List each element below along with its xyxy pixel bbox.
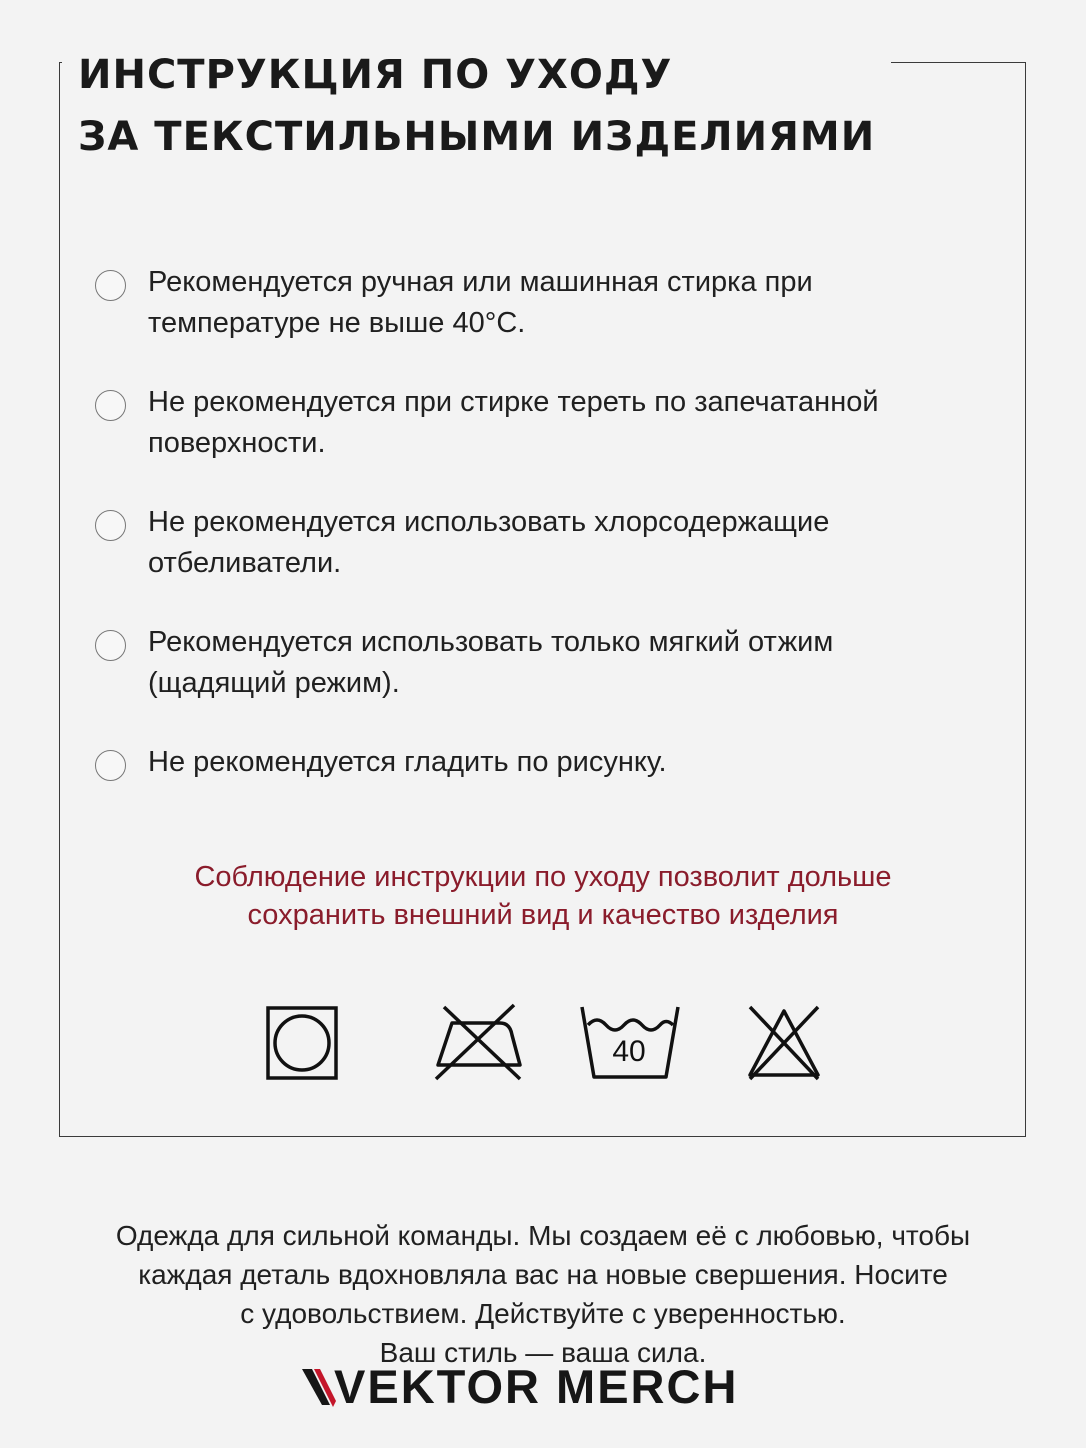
note-line-1: Соблюдение инструкции по уходу позволит дольше: [194, 861, 892, 893]
circle-bullet-icon: [95, 270, 126, 301]
instruction-line: Не рекомендуется гладить по рисунку.: [148, 746, 667, 778]
tagline-line: с удовольствием. Действуйте с уверенностью.: [240, 1298, 846, 1329]
instruction-line: поверхности.: [148, 427, 326, 459]
note-line-2: сохранить внешний вид и качество изделия: [247, 899, 839, 931]
instruction-text: [148, 262, 975, 344]
tumble-dry-icon: [264, 1003, 340, 1083]
circle-bullet-icon: [95, 630, 126, 661]
tagline-line: Одежда для сильной команды. Мы создаем её с любовью, чтобы: [115, 1220, 971, 1251]
care-symbols: [0, 1003, 1086, 1083]
title-line-2: ЗА ТЕКСТИЛЬНЫМИ ИЗДЕЛИЯМИ: [78, 114, 876, 160]
do-not-iron-icon: [432, 1003, 524, 1083]
wash-temp-label: 40: [612, 1035, 646, 1068]
instruction-text: [148, 742, 975, 783]
brand-tagline: [0, 1216, 1086, 1372]
page-title: [62, 44, 891, 168]
do-not-bleach-icon: [744, 1003, 824, 1083]
tagline-line: Ваш стиль — ваша сила.: [379, 1337, 707, 1368]
instruction-line: (щадящий режим).: [148, 667, 400, 699]
instruction-line: Рекомендуется использовать только мягкий отжим: [148, 626, 834, 658]
tagline-line: каждая деталь вдохновляла вас на новые свершения. Носите: [138, 1259, 948, 1290]
list-item: [95, 622, 975, 742]
instruction-text: [148, 382, 975, 464]
instruction-line: Не рекомендуется использовать хлорсодержащие: [148, 506, 830, 538]
brand-logo: [300, 1357, 780, 1417]
instruction-text: [148, 622, 975, 704]
list-item: [95, 262, 975, 382]
wash-40-icon: [578, 1003, 682, 1083]
list-item: [95, 382, 975, 502]
list-item: [95, 742, 975, 862]
list-item: [95, 502, 975, 622]
circle-bullet-icon: [95, 390, 126, 421]
care-note: [100, 858, 986, 934]
instruction-text: [148, 502, 975, 584]
instruction-line: Рекомендуется ручная или машинная стирка при: [148, 266, 813, 298]
instruction-list: [95, 262, 975, 862]
instruction-line: температуре не выше 40°С.: [148, 307, 526, 339]
instruction-line: отбеливатели.: [148, 547, 342, 579]
brand-name: VEKTOR MERCH: [334, 1360, 739, 1413]
circle-bullet-icon: [95, 750, 126, 781]
circle-bullet-icon: [95, 510, 126, 541]
instruction-line: Не рекомендуется при стирке тереть по запечатанной: [148, 386, 879, 418]
title-line-1: ИНСТРУКЦИЯ ПО УХОДУ: [78, 52, 673, 98]
